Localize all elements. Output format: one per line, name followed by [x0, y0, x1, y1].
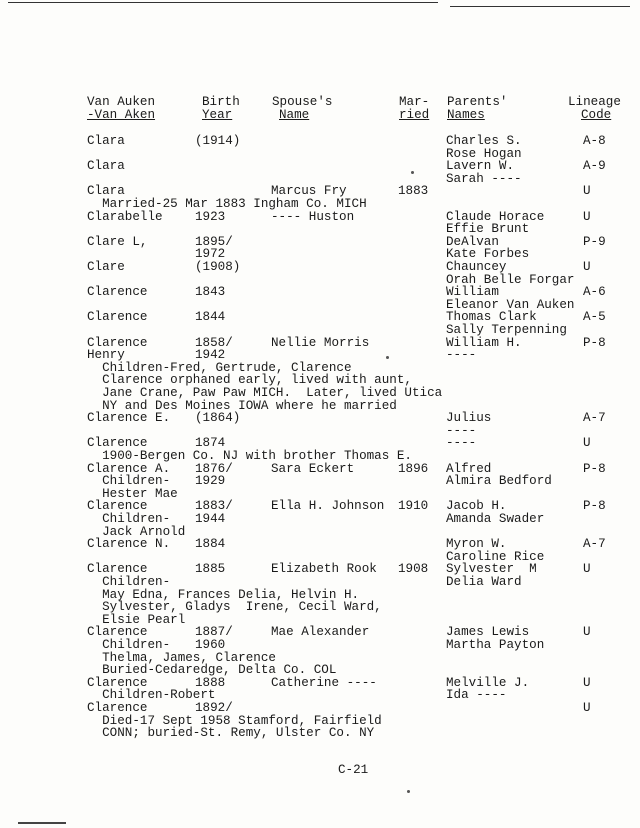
note-text: Married-25 Mar 1883 Ingham Co. MICH	[87, 197, 367, 211]
birth-year-cell: 1944	[195, 512, 226, 526]
name-cell: Clarence	[87, 436, 148, 451]
page-number: C-21	[338, 763, 369, 777]
header-spouse-line2: Name	[279, 108, 310, 122]
parents-cell: DeAlvan	[446, 234, 499, 249]
parents-cell: Sylvester M	[446, 562, 537, 577]
birth-year-cell: 1923	[195, 209, 226, 224]
lineage-code-cell: U	[583, 625, 591, 640]
note-text: Died-17 Sept 1958 Stamford, Fairfield	[87, 713, 382, 728]
lineage-code-cell: U	[583, 675, 591, 690]
note-text: Thelma, James, Clarence	[87, 650, 276, 665]
lineage-code-cell: U	[583, 701, 591, 715]
married-year-cell: 1908	[398, 562, 429, 577]
birth-year-cell: 1884	[195, 537, 226, 552]
parents-cell: William H.	[446, 335, 522, 350]
top-edge-line-right	[450, 6, 630, 7]
header-married-line2: ried	[399, 108, 430, 122]
lineage-code-cell: U	[583, 209, 591, 224]
birth-year-cell: 1858/	[195, 335, 233, 350]
parents-cell: Caroline Rice	[446, 549, 545, 564]
lineage-code-cell: A-7	[583, 411, 606, 426]
spouse-cell: ---- Huston	[271, 209, 355, 224]
married-year-cell: 1910	[398, 499, 429, 514]
parents-cell: Effie Brunt	[446, 222, 530, 237]
lineage-code-cell: A-5	[583, 310, 606, 325]
parents-cell: Melville J.	[446, 675, 530, 690]
header-parents-line1: Parents'	[447, 95, 508, 109]
name-cell: Clarence	[87, 285, 148, 300]
parents-cell: Ida ----	[446, 688, 507, 703]
lineage-code-cell: U	[583, 184, 591, 199]
name-cell: Children-	[87, 575, 171, 589]
header-lineage-line1: Lineage	[568, 95, 621, 109]
parents-cell: Orah Belle Forgar	[446, 272, 575, 287]
name-cell: Clarence A.	[87, 461, 171, 476]
spouse-cell: Sara Eckert	[271, 461, 355, 476]
lineage-code-cell: A-7	[583, 537, 606, 552]
parents-cell: Eleanor Van Auken	[446, 297, 575, 312]
name-cell: Children-	[87, 638, 171, 652]
name-cell: Children-Robert	[87, 688, 216, 703]
spouse-cell: Elizabeth Rook	[271, 562, 377, 577]
birth-year-cell: 1876/	[195, 461, 233, 476]
birth-year-cell: 1843	[195, 285, 226, 300]
name-cell: Clarabelle	[87, 209, 163, 224]
lineage-code-cell: P-9	[583, 234, 606, 249]
parents-cell: Chauncey	[446, 260, 507, 274]
name-cell: Clarence	[87, 499, 148, 514]
married-year-cell: 1896	[398, 461, 429, 476]
speck-mark	[386, 356, 389, 359]
name-cell: Clare	[87, 260, 125, 274]
name-cell: Clarence	[87, 335, 148, 350]
birth-year-cell: 1972	[195, 247, 226, 262]
birth-year-cell: 1895/	[195, 234, 233, 249]
top-edge-line	[8, 2, 438, 3]
name-cell: Clare L,	[87, 234, 148, 249]
lineage-code-cell: U	[583, 260, 591, 274]
note-text: 1900-Bergen Co. NJ with brother Thomas E.	[87, 449, 412, 463]
birth-year-cell: 1885	[195, 562, 226, 577]
spouse-cell: Ella H. Johnson	[271, 499, 385, 514]
note-text: Buried-Cedaredge, Delta Co. COL	[87, 663, 337, 678]
name-cell: Clarence	[87, 562, 148, 577]
name-cell: Clarence N.	[87, 537, 171, 552]
lineage-code-cell: P-8	[583, 499, 606, 514]
parents-cell: Thomas Clark	[446, 310, 537, 325]
parents-cell: Rose Hogan	[446, 146, 522, 161]
birth-year-cell: (1864)	[195, 411, 241, 426]
spouse-cell: Nellie Morris	[271, 335, 370, 350]
note-text: Jack Arnold	[87, 524, 186, 539]
header-married-line1: Mar-	[399, 95, 430, 109]
birth-year-cell: 1883/	[195, 499, 233, 514]
spouse-cell: Mae Alexander	[271, 625, 370, 640]
parents-cell: ----	[446, 436, 477, 451]
note-text: Sylvester, Gladys Irene, Cecil Ward,	[87, 600, 382, 615]
birth-year-cell: 1892/	[195, 701, 233, 715]
lineage-code-cell: A-6	[583, 285, 606, 300]
parents-cell: Kate Forbes	[446, 247, 530, 262]
name-cell: Clara	[87, 184, 125, 199]
lineage-code-cell: P-8	[583, 335, 606, 350]
lineage-code-cell: A-8	[583, 134, 606, 148]
speck-mark	[407, 790, 410, 793]
birth-year-cell: 1929	[195, 474, 226, 489]
parents-cell: James Lewis	[446, 625, 530, 640]
name-cell: Children-	[87, 474, 171, 489]
spouse-cell: Marcus Fry	[271, 184, 347, 199]
parents-cell: Myron W.	[446, 537, 507, 552]
header-name-line1: Van Auken	[87, 95, 156, 109]
lineage-code-cell: A-9	[583, 159, 606, 174]
parents-cell: Jacob H.	[446, 499, 507, 514]
parents-cell: Sarah ----	[446, 171, 522, 186]
birth-year-cell: 1844	[195, 310, 226, 325]
name-cell: Clarence	[87, 625, 148, 640]
note-text: NY and Des Moines IOWA where he married	[87, 398, 397, 413]
name-cell: Clarence	[87, 701, 148, 715]
parents-cell: Julius	[446, 411, 492, 426]
parents-cell: Martha Payton	[446, 638, 545, 652]
birth-year-cell: 1942	[195, 348, 226, 363]
bottom-edge-mark	[18, 822, 66, 824]
parents-cell: Lavern W.	[446, 159, 515, 174]
name-cell: Clara	[87, 159, 125, 174]
note-text: Hester Mae	[87, 486, 178, 501]
header-lineage-line2: Code	[581, 108, 612, 122]
lineage-code-cell: U	[583, 562, 591, 577]
note-text: Elsie Pearl	[87, 612, 186, 627]
birth-year-cell: 1960	[195, 638, 226, 652]
header-birth-line2: Year	[202, 108, 233, 122]
name-cell: Clarence E.	[87, 411, 171, 426]
note-text: Jane Crane, Paw Paw MICH. Later, lived Utica	[87, 386, 443, 400]
parents-cell: Claude Horace	[446, 209, 545, 224]
birth-year-cell: 1874	[195, 436, 226, 451]
speck-mark	[411, 171, 414, 174]
parents-cell: Charles S.	[446, 134, 522, 148]
header-birth-line1: Birth	[202, 95, 240, 109]
parents-cell: ----	[446, 348, 477, 363]
header-name-line2: -Van Aken	[87, 108, 156, 122]
header-spouse-line1: Spouse's	[272, 95, 333, 109]
birth-year-cell: 1888	[195, 675, 226, 690]
parents-cell: Delia Ward	[446, 575, 522, 589]
note-text: Clarence orphaned early, lived with aunt,	[87, 373, 412, 388]
lineage-code-cell: P-8	[583, 461, 606, 476]
parents-cell: ----	[446, 423, 477, 438]
name-cell: Clara	[87, 134, 125, 148]
parents-cell: Sally Terpenning	[446, 323, 567, 337]
name-cell: Clarence	[87, 310, 148, 325]
parents-cell: Amanda Swader	[446, 512, 545, 526]
lineage-code-cell: U	[583, 436, 591, 451]
birth-year-cell: 1887/	[195, 625, 233, 640]
header-parents-line2: Names	[447, 108, 485, 122]
parents-cell: William	[446, 285, 499, 300]
birth-year-cell: (1908)	[195, 260, 241, 274]
note-text: May Edna, Frances Delia, Helvin H.	[87, 587, 360, 602]
married-year-cell: 1883	[398, 184, 429, 199]
birth-year-cell: (1914)	[195, 134, 241, 148]
name-cell: Henry	[87, 348, 125, 363]
spouse-cell: Catherine ----	[271, 675, 377, 690]
name-cell: Children-	[87, 512, 171, 526]
note-text: CONN; buried-St. Remy, Ulster Co. NY	[87, 726, 375, 741]
name-cell: Clarence	[87, 675, 148, 690]
parents-cell: Alfred	[446, 461, 492, 476]
note-text: Children-Fred, Gertrude, Clarence	[87, 360, 352, 375]
parents-cell: Almira Bedford	[446, 474, 552, 489]
